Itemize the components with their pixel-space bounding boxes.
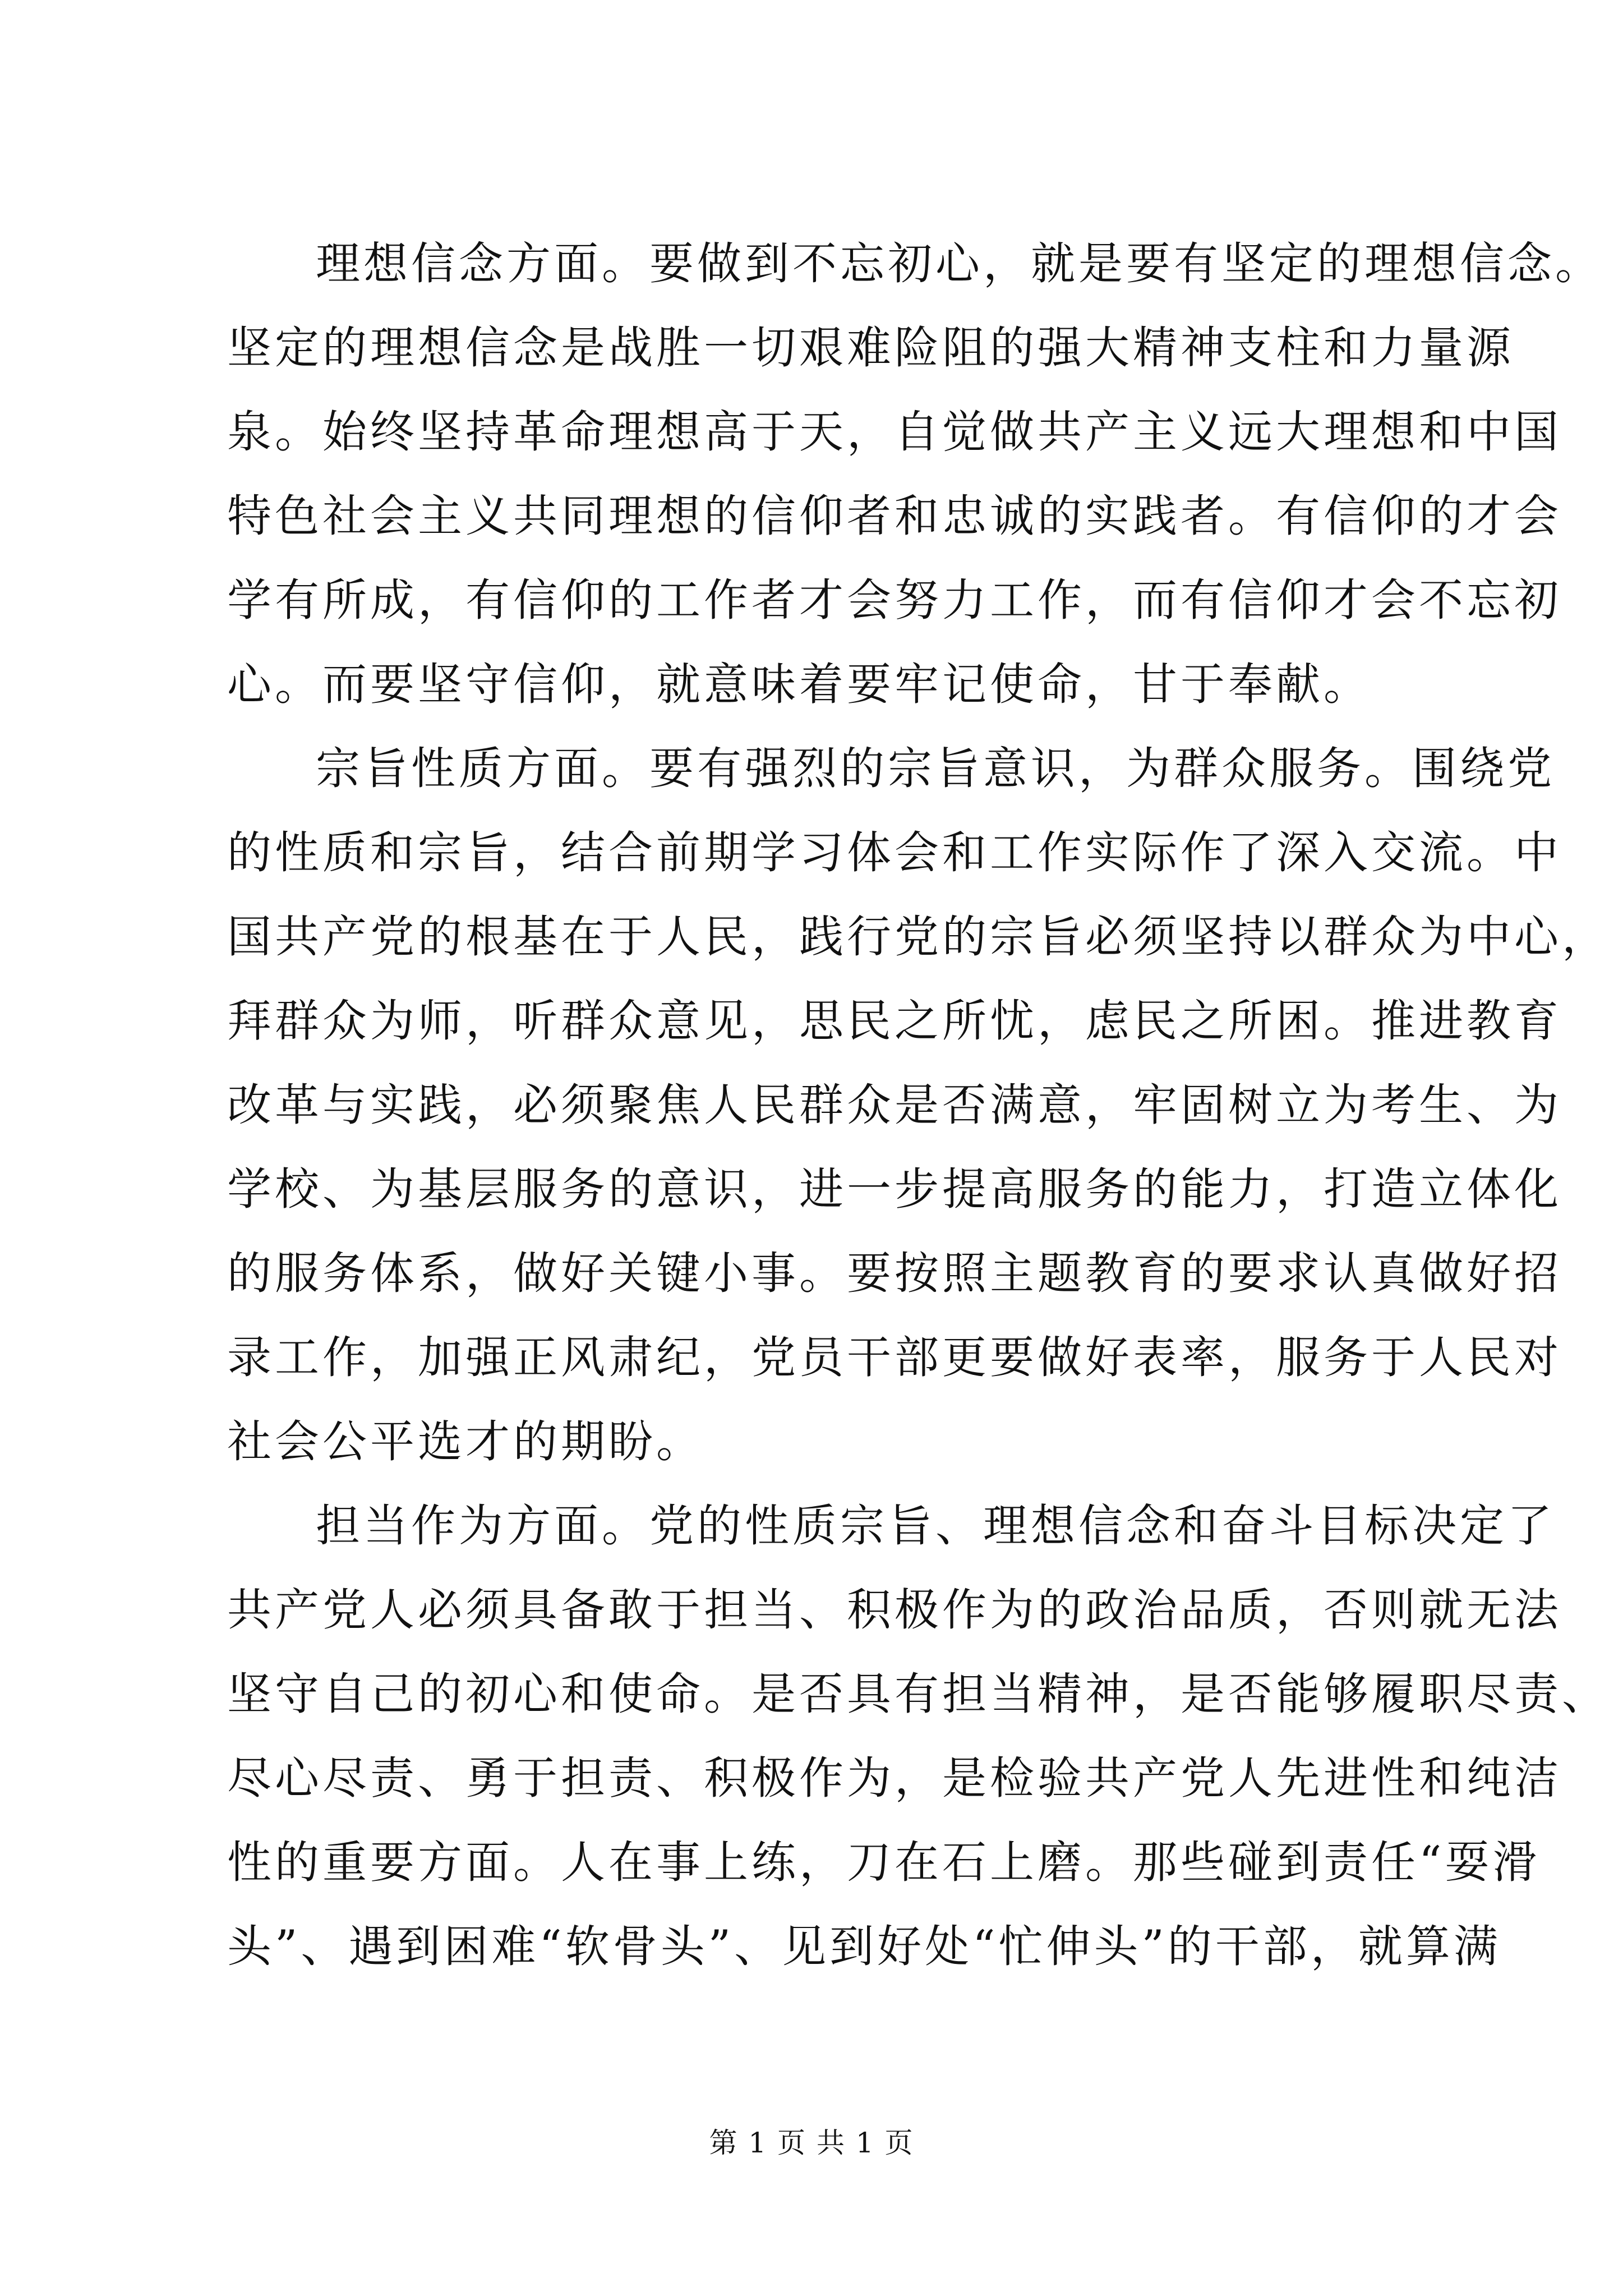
paragraph-2-line-3: 国共产党的根基在于人民，践行党的宗旨必须坚持以群众为中心，: [227, 911, 1610, 963]
paragraph-1-line-6: 心。而要坚守信仰，就意味着要牢记使命，甘于奉献。: [227, 659, 1371, 710]
paragraph-3-line-4: 尽心尽责、勇于担责、积极作为，是检验共产党人先进性和纯洁: [227, 1752, 1562, 1804]
paragraph-2-line-4: 拜群众为师，听群众意见，思民之所忧，虑民之所困。推进教育: [227, 995, 1562, 1047]
paragraph-3-line-5: 性的重要方面。人在事上练，刀在石上磨。那些碰到责任“耍滑: [227, 1837, 1541, 1888]
paragraph-3-line-2: 共产党人必须具备敢于担当、积极作为的政治品质，否则就无法: [227, 1584, 1562, 1636]
document-body: [227, 222, 1610, 1989]
paragraph-1-line-2: 坚定的理想信念是战胜一切艰难险阻的强大精神支柱和力量源: [227, 322, 1514, 374]
paragraph-2-line-8: 录工作，加强正风肃纪，党员干部更要做好表率，服务于人民对: [227, 1332, 1562, 1383]
paragraph-1-line-4: 特色社会主义共同理想的信仰者和忠诚的实践者。有信仰的才会: [227, 490, 1562, 542]
paragraph-2-line-9: 社会公平选才的期盼。: [227, 1416, 704, 1467]
paragraph-2-line-5: 改革与实践，必须聚焦人民群众是否满意，牢固树立为考生、为: [227, 1079, 1562, 1131]
paragraph-3-line-3: 坚守自己的初心和使命。是否具有担当精神，是否能够履职尽责、: [227, 1668, 1610, 1720]
paragraph-2-line-7: 的服务体系，做好关键小事。要按照主题教育的要求认真做好招: [227, 1248, 1562, 1299]
paragraph-3-line-6: 头”、遇到困难“软骨头”、见到好处“忙伸头”的干部，就算满: [227, 1921, 1501, 1972]
paragraph-2-line-2: 的性质和宗旨，结合前期学习体会和工作实际作了深入交流。中: [227, 827, 1562, 878]
page-footer: 第 1 页 共 1 页: [709, 2127, 914, 2159]
paragraph-1-line-1: 理想信念方面。要做到不忘初心，就是要有坚定的理想信念。: [316, 238, 1603, 289]
paragraph-2-line-6: 学校、为基层服务的意识，进一步提高服务的能力，打造立体化: [227, 1163, 1562, 1215]
paragraph-1-line-3: 泉。始终坚持革命理想高于天，自觉做共产主义远大理想和中国: [227, 406, 1562, 458]
paragraph-1-line-5: 学有所成，有信仰的工作者才会努力工作，而有信仰才会不忘初: [227, 574, 1562, 626]
paragraph-2-line-1: 宗旨性质方面。要有强烈的宗旨意识，为群众服务。围绕党: [316, 743, 1555, 794]
paragraph-3-line-1: 担当作为方面。党的性质宗旨、理想信念和奋斗目标决定了: [316, 1500, 1555, 1552]
